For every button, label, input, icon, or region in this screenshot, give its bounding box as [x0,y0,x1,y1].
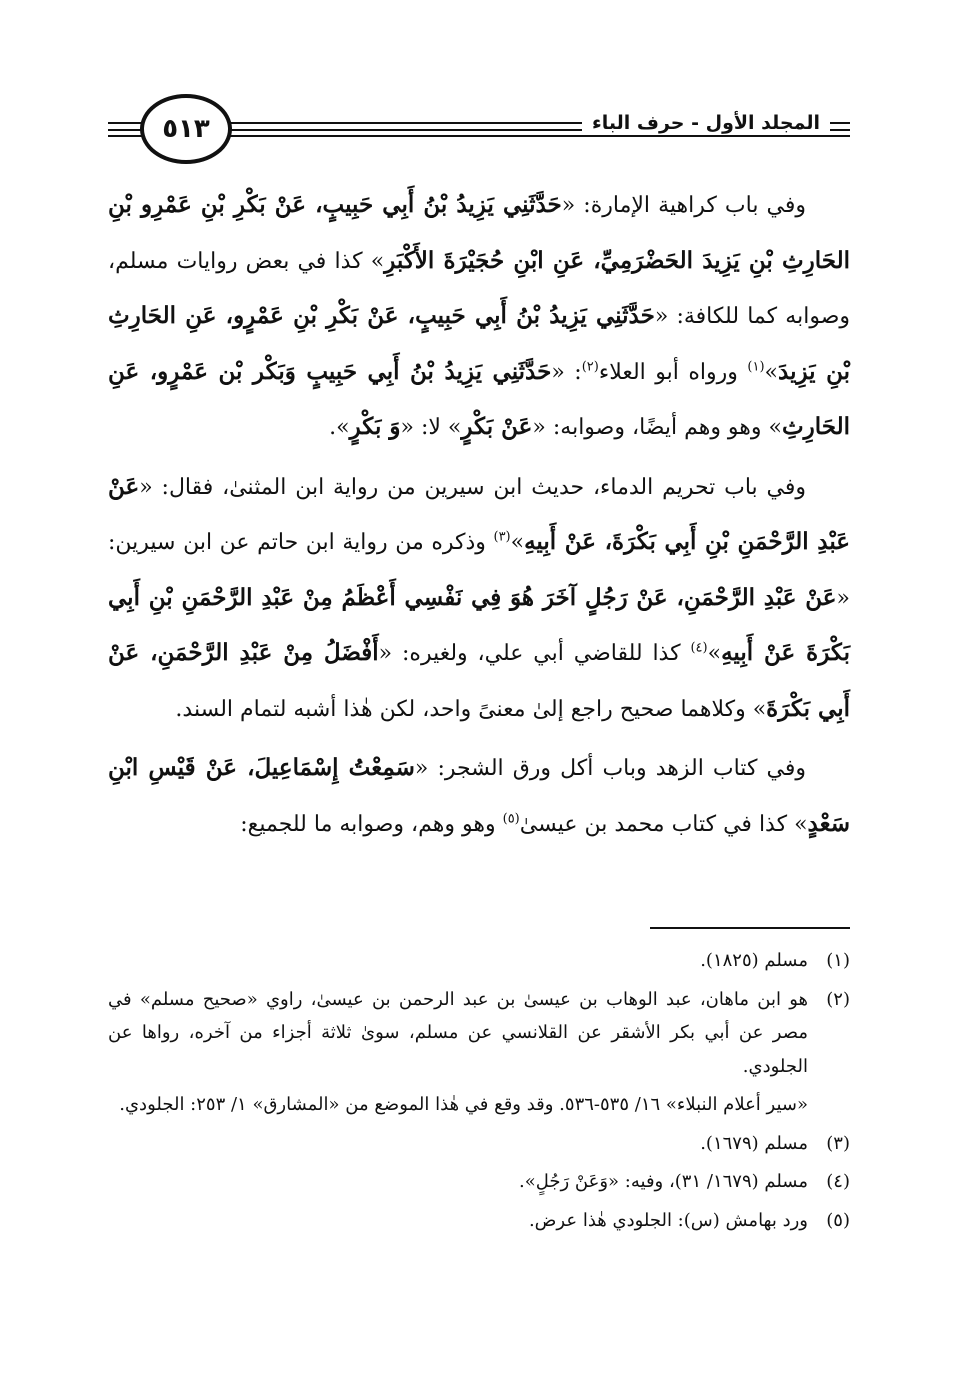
footnote [108,1204,850,1238]
footnote-ref: (٥) [502,811,520,827]
text: » وكلاهما صحيح راجع إلىٰ معنىً واحد، لكن هٰذا أشبه لتمام السند. [175,696,767,722]
text: ». [329,415,350,440]
running-title: المجلد الأول - حرف الباء [582,112,830,134]
text: ورواه أبو العلاء [598,359,748,385]
quoted-text: حَدَّثَنِي يَزِيدُ بْنُ أَبِي حَبِيبٍ، عَنْ بَكْرِ بْنِ عَمْرِو بْنِ الحَارِثِ بْنِ يَزِيدَ الحَضْرَمِيِّ، عَنِ ابْنِ حُجَيْرَةَ الأَكْبَرِ [108,191,851,274]
footnote-ref: (١) [747,359,765,375]
quoted-text: حَدَّثَنِي يَزِيدُ بْنُ أَبِي حَبِيبٍ وَبَكْر بْن عَمْرٍو، عَنِ الحَارِثِ [108,357,850,440]
text: » كذا في كتاب محمد بن عيسىٰ [519,811,808,837]
text: » [510,530,525,555]
text: وذكره من رواية ابن حاتم عن ابن سيرين: « [108,530,850,611]
quoted-text: سَمِعْتُ إِسْمَاعِيلَ، عَنْ قَيْسِ ابْنِ سَعْدٍ [108,754,850,837]
quoted-text: حَدَّثَنِي يَزِيدُ بْنُ أَبِي حَبِيبٍ، عَنْ بَكْرِ بْنِ عَمْرٍو، عَنِ الحَارِثِ بْنِ يَزِيدَ [108,302,850,385]
text: وهو وهم، وصوابه ما للجميع: [240,811,503,837]
footnote-continuation: «سير أعلام النبلاء» ١٦/ ٥٣٥-٥٣٦. وقد وقع في هٰذا الموضع من «المشارق» ١/ ٢٥٣: الجلودي. [119,1094,808,1115]
footnote-text: ورد بهامش (س): الجلودي هٰذا عرض. [528,1209,808,1231]
footnote [108,983,850,1084]
footnotes [108,944,850,1242]
page-header [108,92,850,172]
text: كذا للقاضي أبي علي، ولغيره: « [378,641,691,666]
text: وفي كتاب الزهد وباب أكل ورق الشجر: « [414,756,806,781]
footnote-ref: (٣) [493,529,511,545]
footnote-ref: (٤) [690,640,708,656]
quoted-text: عَنْ عَبْدِ الرَّحْمَنِ، عَنْ رَجُلٍ آخَرَ هُوَ فِي نَفْسِي أَعْظَمُ مِنْ عَبْدِ الرَّحْمَنِ بْنِ أَبِي بَكْرَةَ عَنْ أَبِيهِ [108,583,851,666]
text: » [764,359,778,385]
footnote-number: (١) [826,950,850,971]
paragraph-2 [108,460,850,738]
paragraph-1 [108,178,850,456]
footnote-text: مسلم (١٨٢٥). [700,950,808,971]
text: » لا: « [400,415,462,440]
quoted-text: أَفْضَلُ مِنْ عَبْدِ الرَّحْمَنِ، عَنْ أَبِي بَكْرَةَ [108,639,850,722]
footnote-text: هو ابن ماهان، عبد الوهاب بن عيسىٰ بن عبد الرحمن بن عيسىٰ، راوي «صحيح مسلم» في مصر عن أبي بكر الأشقر عن القلانسي عن مسلم، سوىٰ ثلاثة أجزاء من آخره، رواها عن الجلودي. [108,988,808,1077]
footnote [108,944,850,978]
footnote-number: (٤) [826,1171,850,1192]
main-text [108,178,850,856]
quoted-text: وَ بَكْرٍ [349,413,401,440]
footnote-number: (٢) [826,988,850,1010]
quoted-text: عَنْ عَبْدِ الرَّحْمَنِ بْنِ أَبِي بَكْرَةَ، عَنْ أَبِيهِ [108,472,850,555]
text: » كذا في بعض روايات مسلم، وصوابه كما للكافة: « [108,248,850,329]
text: » وهو وهم أيضًا، وصوابه: « [532,415,782,440]
text: وفي باب كراهية الإمارة: « [561,193,807,218]
text: » [707,641,722,666]
footnote [108,1165,850,1199]
paragraph-3 [108,741,850,852]
footnote-text: مسلم (١٦٧٩/ ٣١)، وفيه: «وَعَنْ رَجُلٍ». [519,1171,808,1192]
footnote [108,1127,850,1161]
header-rule [212,135,850,137]
footnote-ref: (٢) [581,359,599,375]
footnote-text: مسلم (١٦٧٩). [700,1132,808,1154]
footnote-separator [650,927,850,929]
footnote-number: (٥) [826,1209,850,1231]
footnote-number: (٣) [826,1132,850,1154]
text: وفي باب تحريم الدماء، حديث ابن سيرين من رواية ابن المثنىٰ، فقال: « [139,474,806,500]
page-number: ٥١٣ [140,94,232,164]
text: : « [551,359,582,385]
quoted-text: عَنْ بَكْرٍ [461,413,533,440]
